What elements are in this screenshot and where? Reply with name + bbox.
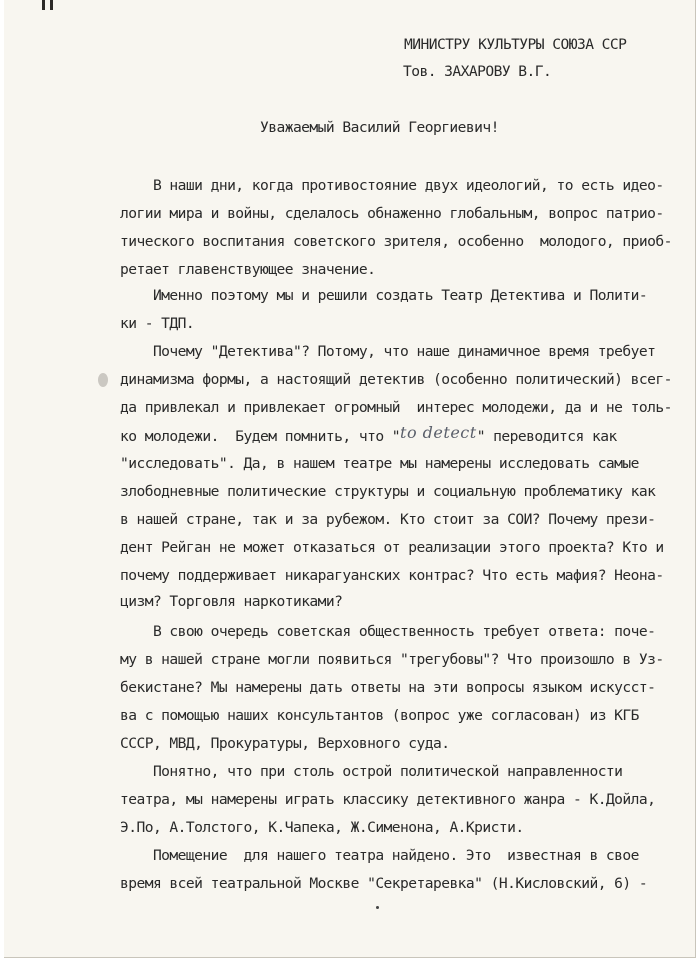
salutation: Уважаемый Василий Георгиевич! — [260, 119, 499, 136]
recipient-line-2: Тов. ЗАХАРОВУ В.Г. — [403, 63, 552, 80]
body-line: в нашей стране, так и за рубежом. Кто стоит за СОИ? Почему прези- — [120, 511, 656, 528]
punch-mark — [50, 0, 53, 10]
body-line: В наши дни, когда противостояние двух идеологий, то есть идео- — [120, 177, 664, 194]
body-line: "исследовать". Да, в нашем театре мы намерены исследовать самые — [120, 455, 639, 472]
body-line: злободневные политические структуры и социальную проблематику как — [120, 483, 656, 500]
body-line: ки - ТДП. — [120, 315, 195, 332]
body-line: тического воспитания советского зрителя, особенно молодого, приоб- — [120, 233, 672, 250]
body-line: бекистане? Мы намерены дать ответы на эти вопросы языком искусст- — [120, 679, 656, 696]
body-line: почему поддерживает никарагуанских контрас? Что есть мафия? Неона- — [120, 567, 664, 584]
recipient-line-1: МИНИСТРУ КУЛЬТУРЫ СОЮЗА ССР — [404, 36, 627, 53]
body-line: логии мира и войны, сделалось обнаженно глобальным, вопрос патрио- — [120, 205, 664, 222]
body-line-part: ко молодежи. Будем помнить, что " — [120, 428, 401, 445]
body-line: ретает главенствующее значение. — [120, 261, 376, 278]
body-line: да привлекал и привлекает огромный интерес молодежи, да и не толь- — [120, 399, 672, 416]
body-line: цизм? Торговля наркотиками? — [120, 593, 343, 610]
body-line: Помещение для нашего театра найдено. Это известная в свое — [120, 847, 639, 864]
body-line: Почему "Детектива"? Потому, что наше динамичное время требует — [120, 343, 656, 360]
body-line: В свою очередь советская общественность требует ответа: поче- — [120, 623, 656, 640]
punch-mark — [42, 0, 45, 10]
body-line: динамизма формы, а настоящий детектив (особенно политический) всег- — [120, 371, 672, 388]
handwritten-insert: to detect — [400, 423, 477, 442]
body-line: Именно поэтому мы и решили создать Театр Детектива и Полити- — [120, 287, 648, 304]
body-line-part: " переводится как — [476, 428, 617, 445]
document-page — [4, 0, 696, 958]
body-line: Понятно, что при столь острой политической направленности — [120, 763, 623, 780]
body-line: Э.По, А.Толстого, К.Чапека, Ж.Сименона, А.Кристи. — [120, 819, 524, 836]
ink-smudge — [98, 373, 108, 387]
body-line: театра, мы намерены играть классику детективного жанра - К.Дойла, — [120, 791, 656, 808]
body-line: дент Рейган не может отказаться от реализации этого проекта? Кто и — [120, 539, 664, 556]
body-line: му в нашей стране могли появиться "трегубовы"? Что произошло в Уз- — [120, 651, 664, 668]
body-line — [120, 423, 617, 447]
body-line: время всей театральной Москве "Секретаревка" (Н.Кисловский, 6) - — [120, 875, 648, 892]
body-line: ва с помощью наших консультантов (вопрос уже согласован) из КГБ — [120, 707, 639, 724]
ink-dot — [376, 906, 379, 909]
body-line: СССР, МВД, Прокуратуры, Верховного суда. — [120, 735, 450, 752]
